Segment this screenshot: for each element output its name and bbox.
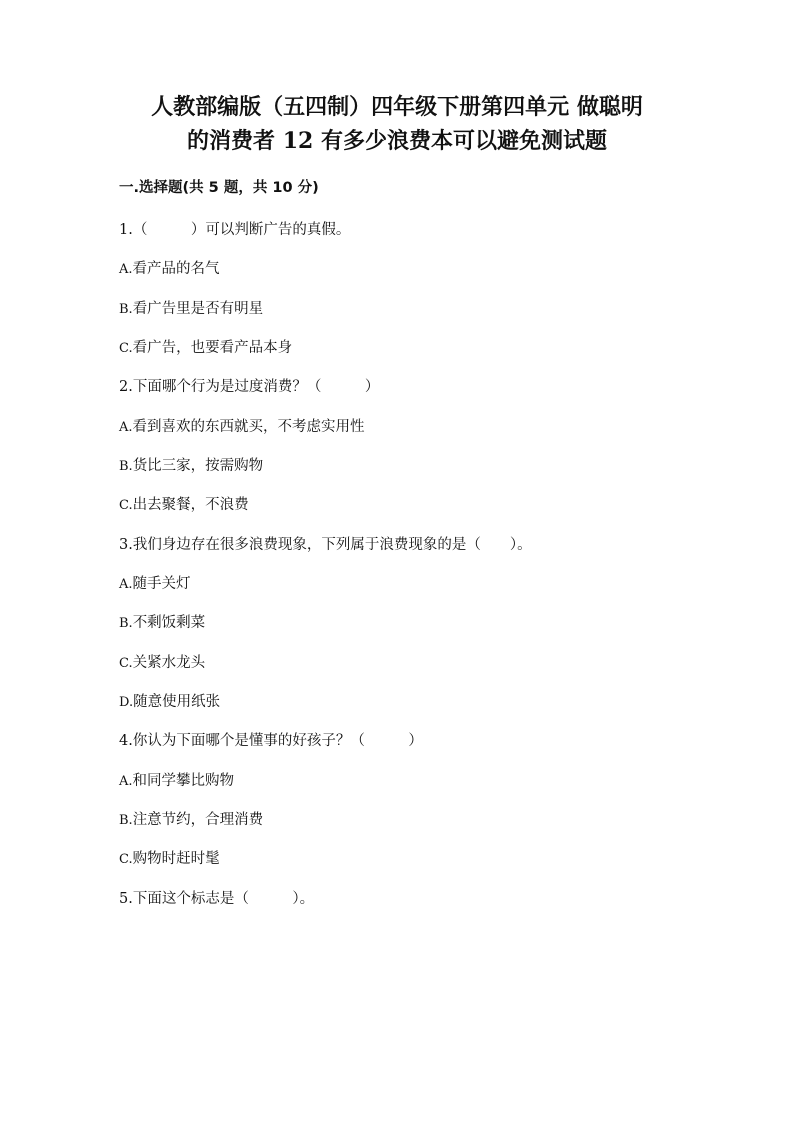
option-3b: [119, 611, 205, 632]
option-text: 随手关灯: [132, 576, 191, 592]
question-text: 我们身边存在很多浪费现象，下列属于浪费现象的是（ ）。: [132, 537, 532, 553]
question-text: 你认为下面哪个是懂事的好孩子？（ ）: [132, 733, 423, 749]
option-letter: B.: [119, 616, 133, 631]
question-1: [119, 218, 350, 239]
title-line-1: 人教部编版（五四制）四年级下册第四单元 做聪明: [151, 94, 643, 120]
option-letter: B.: [119, 302, 133, 317]
option-letter: A.: [119, 420, 133, 435]
question-number: 4.: [119, 733, 133, 749]
option-1c: [119, 336, 292, 357]
question-3: [119, 533, 532, 554]
option-text: 注意节约，合理消费: [132, 812, 264, 828]
option-3c: [119, 651, 205, 672]
option-text: 购物时赶时髦: [132, 851, 220, 867]
option-text: 货比三家，按需购物: [132, 458, 264, 474]
option-letter: C.: [119, 498, 133, 513]
question-number: 3.: [119, 537, 133, 553]
title-line-2: 的消费者 12 有多少浪费本可以避免测试题: [187, 128, 607, 154]
option-text: 看到喜欢的东西就买，不考虑实用性: [132, 419, 365, 435]
question-text: （ ）可以判断广告的真假。: [132, 222, 351, 238]
option-text: 和同学攀比购物: [132, 773, 235, 789]
question-number: 2.: [119, 379, 133, 395]
option-3a: [119, 572, 191, 593]
option-letter: C.: [119, 656, 133, 671]
option-4b: [119, 808, 263, 829]
option-text: 随意使用纸张: [133, 694, 221, 710]
option-letter: C.: [119, 852, 133, 867]
option-letter: D.: [119, 695, 134, 710]
option-letter: C.: [119, 341, 133, 356]
question-text: 下面哪个行为是过度消费？（ ）: [132, 379, 380, 395]
option-4a: [119, 769, 234, 790]
option-2a: [119, 415, 365, 436]
option-text: 看产品的名气: [132, 261, 220, 277]
section-heading: 一.选择题(共 5 题，共 10 分): [119, 180, 319, 196]
question-number: 1.: [119, 222, 133, 238]
page-title: [0, 90, 794, 158]
option-text: 看广告里是否有明星: [132, 301, 264, 317]
option-letter: A.: [119, 577, 133, 592]
option-2b: [119, 454, 263, 475]
option-1a: [119, 257, 220, 278]
option-3d: [119, 690, 220, 711]
option-text: 关紧水龙头: [132, 655, 206, 671]
question-5: [119, 887, 314, 908]
option-letter: A.: [119, 262, 133, 277]
question-text: 下面这个标志是（ ）。: [132, 891, 315, 907]
question-2: [119, 375, 379, 396]
option-text: 不剩饭剩菜: [132, 615, 206, 631]
option-text: 看广告，也要看产品本身: [132, 340, 293, 356]
question-number: 5.: [119, 891, 133, 907]
option-letter: B.: [119, 459, 133, 474]
option-2c: [119, 493, 249, 514]
option-text: 出去聚餐，不浪费: [132, 497, 249, 513]
option-letter: A.: [119, 774, 133, 789]
option-4c: [119, 847, 220, 868]
option-1b: [119, 297, 263, 318]
question-4: [119, 729, 423, 750]
option-letter: B.: [119, 813, 133, 828]
